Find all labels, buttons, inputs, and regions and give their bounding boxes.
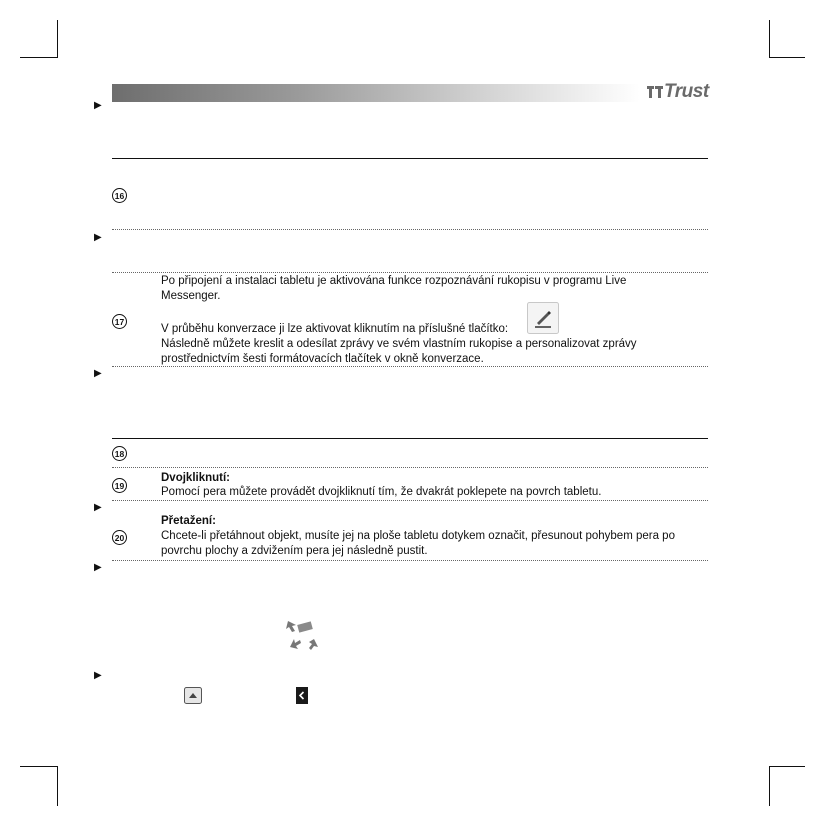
crop-mark-br-h — [769, 766, 805, 767]
bullet-arrow-icon: ▶ — [94, 368, 102, 379]
trust-logo-mark-icon — [646, 84, 664, 100]
drag-arrows-icon — [284, 617, 322, 656]
crop-mark-br-v — [769, 766, 770, 806]
step-19-body: Pomocí pera můžete provádět dvojkliknutí tím, že dvakrát poklepete na povrch tabletu. — [161, 486, 602, 498]
section-divider — [112, 467, 708, 468]
crop-mark-bl-h — [20, 766, 58, 767]
pen-icon — [527, 302, 559, 339]
section-divider — [112, 229, 708, 230]
crop-mark-tr-v — [769, 20, 770, 58]
bullet-arrow-icon: ▶ — [94, 232, 102, 243]
section-divider — [112, 272, 708, 273]
trust-logo-text: Trust — [664, 81, 709, 102]
step-number-16: 16 — [112, 188, 127, 203]
section-divider — [112, 500, 708, 501]
step-number-19: 19 — [112, 478, 127, 493]
step-20-heading: Přetažení: — [161, 515, 216, 527]
crop-mark-bl-v — [57, 766, 58, 806]
section-divider — [112, 560, 708, 561]
section-rule — [112, 438, 708, 439]
crop-mark-tr-h — [769, 57, 805, 58]
bullet-arrow-icon: ▶ — [94, 502, 102, 513]
crop-mark-tl-h — [20, 57, 58, 58]
step-19-heading: Dvojkliknutí: — [161, 472, 231, 484]
step-number-18: 18 — [112, 446, 127, 461]
step-17-paragraph-2: V průběhu konverzace ji lze aktivovat kliknutím na příslušné tlačítko: — [161, 323, 509, 335]
scroll-up-icon — [184, 687, 202, 709]
step-17-paragraph-1: Po připojení a instalaci tabletu je aktivována funkce rozpoznávání rukopisu v programu Live Messenger. — [161, 275, 627, 302]
chevron-left-icon — [296, 687, 308, 709]
bullet-arrow-icon: ▶ — [94, 562, 102, 573]
section-rule — [112, 158, 708, 159]
step-20-body: Chcete-li přetáhnout objekt, musíte jej na ploše tabletu dotykem označit, přesunout pohybem pera po povrchu plochy a zdvižením pera jej následně pustit. — [161, 530, 675, 557]
crop-mark-tl-v — [57, 20, 58, 58]
step-17-paragraph-3: Následně můžete kreslit a odesílat zprávy ve svém vlastním rukopise a personalizovat zprávy prostřednictvím šesti formátovacích tlačítek v okně konverzace. — [161, 338, 637, 365]
bullet-arrow-icon: ▶ — [94, 100, 102, 111]
step-number-17: 17 — [112, 314, 127, 329]
trust-logo — [646, 82, 709, 102]
bullet-arrow-icon: ▶ — [94, 670, 102, 681]
step-number-20: 20 — [112, 530, 127, 545]
header-gradient-bar — [112, 84, 640, 102]
